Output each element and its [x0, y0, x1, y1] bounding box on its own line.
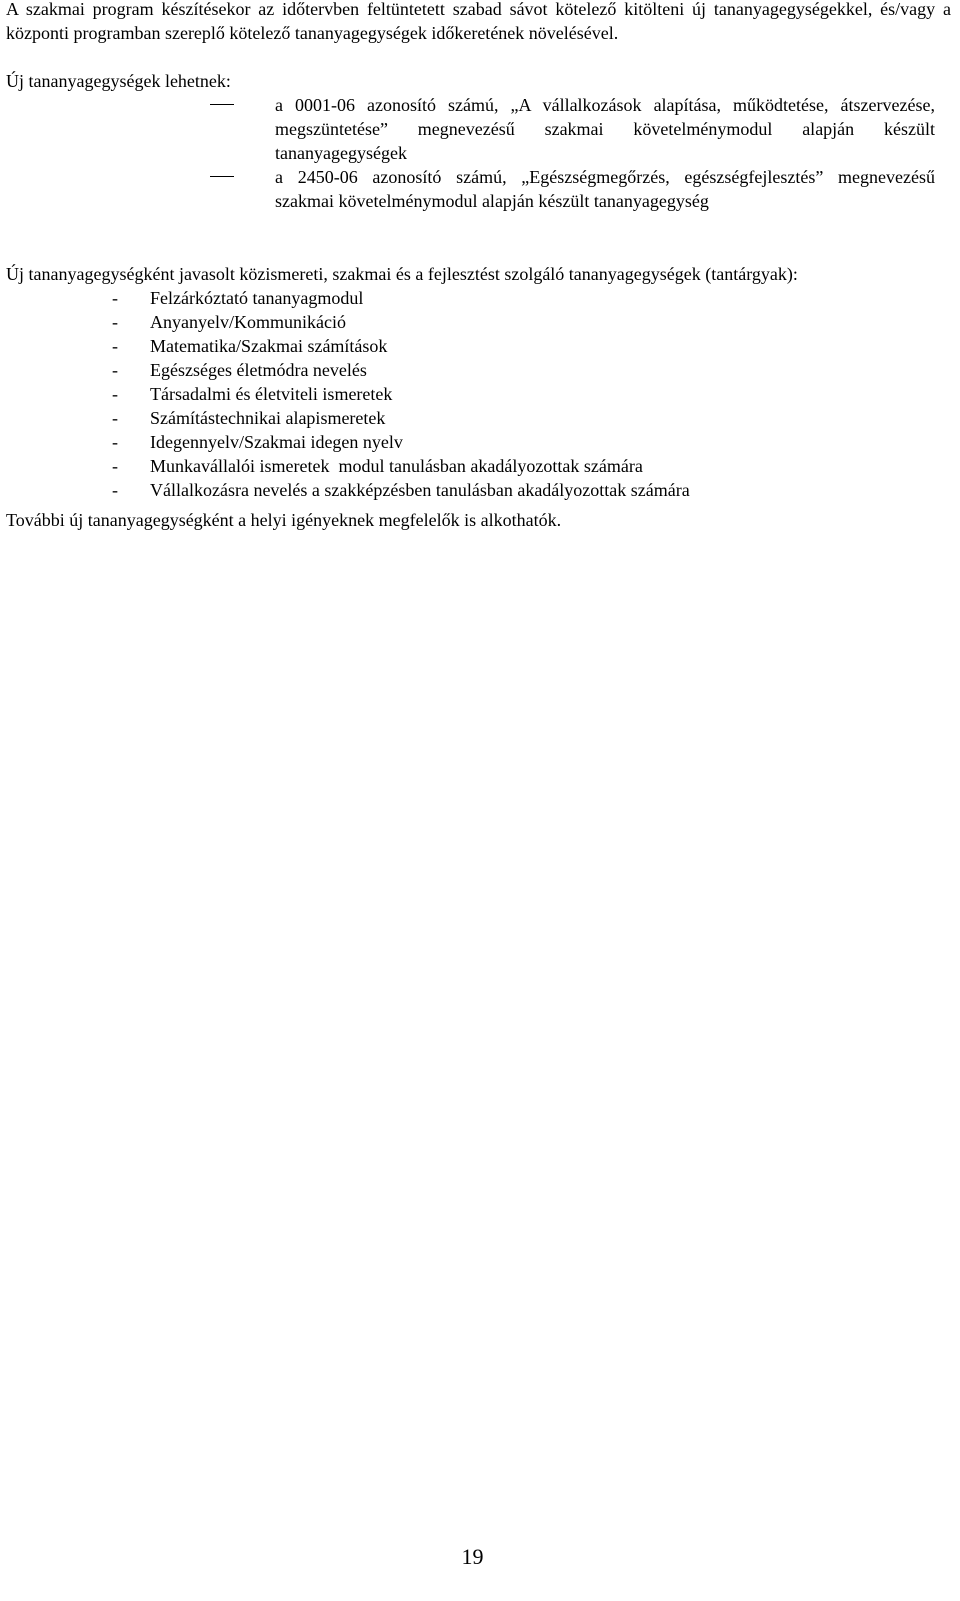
- list-item-text: Számítástechnikai alapismeretek: [150, 408, 386, 428]
- hyphen-bullet: -: [112, 288, 118, 308]
- list-item: [0, 286, 960, 310]
- list-item-text: Anyanyelv/Kommunikáció: [150, 312, 346, 332]
- hyphen-bullet: -: [112, 456, 118, 476]
- hyphen-bullet: -: [112, 336, 118, 356]
- list-item-text: Idegennyelv/Szakmai idegen nyelv: [150, 432, 403, 452]
- list-item-text: Vállalkozásra nevelés a szakképzésben tanulásban akadályozottak számára: [150, 480, 690, 500]
- new-unit-item: [0, 93, 935, 165]
- hyphen-bullet: -: [112, 360, 118, 380]
- new-unit-text: a 2450-06 azonosító számú, „Egészségmegőrzés, egészségfejlesztés” megnevezésű szakmai követelménymodul alapján készült tananyagegység: [275, 167, 935, 211]
- intro-paragraph: A szakmai program készítésekor az időtervben feltüntetett szabad sávot kötelező kitölteni új tananyagegységekkel, és/vagy a központi programban szereplő kötelező tananyagegységek időkeretének növelésével.: [6, 0, 951, 43]
- list-item-text: Matematika/Szakmai számítások: [150, 336, 388, 356]
- list-item: [0, 406, 960, 430]
- list-item-text: Munkavállalói ismeretek modul tanulásban akadályozottak számára: [150, 456, 643, 476]
- list-item: [0, 382, 960, 406]
- list-item-text: Egészséges életmódra nevelés: [150, 360, 367, 380]
- hyphen-bullet: -: [112, 480, 118, 500]
- recommended-units-list: [0, 286, 960, 502]
- list-item: [0, 358, 960, 382]
- new-unit-text: a 0001-06 azonosító számú, „A vállalkozások alapítása, működtetése, átszervezése, megszüntetése” megnevezésű szakmai követelménymodul alapján készült tananyagegységek: [275, 95, 935, 163]
- list-item-text: Társadalmi és életviteli ismeretek: [150, 384, 393, 404]
- new-unit-item: [0, 165, 935, 213]
- hyphen-bullet: -: [112, 432, 118, 452]
- new-units-label: Új tananyagegységek lehetnek:: [6, 71, 231, 91]
- list-item: [0, 454, 960, 478]
- list-item: [0, 334, 960, 358]
- recommended-units-heading: Új tananyagegységként javasolt közismereti, szakmai és a fejlesztést szolgáló tananyagegységek (tantárgyak):: [6, 264, 798, 284]
- list-item: [0, 478, 960, 502]
- page-number: 19: [461, 1544, 484, 1569]
- closing-paragraph: További új tananyagegységként a helyi igényeknek megfelelők is alkothatók.: [6, 510, 562, 530]
- dash-bullet-icon: [210, 104, 234, 105]
- list-item: [0, 430, 960, 454]
- hyphen-bullet: -: [112, 312, 118, 332]
- hyphen-bullet: -: [112, 384, 118, 404]
- hyphen-bullet: -: [112, 408, 118, 428]
- list-item: [0, 310, 960, 334]
- list-item-text: Felzárkóztató tananyagmodul: [150, 288, 364, 308]
- dash-bullet-icon: [210, 176, 234, 177]
- new-units-list: [0, 93, 960, 213]
